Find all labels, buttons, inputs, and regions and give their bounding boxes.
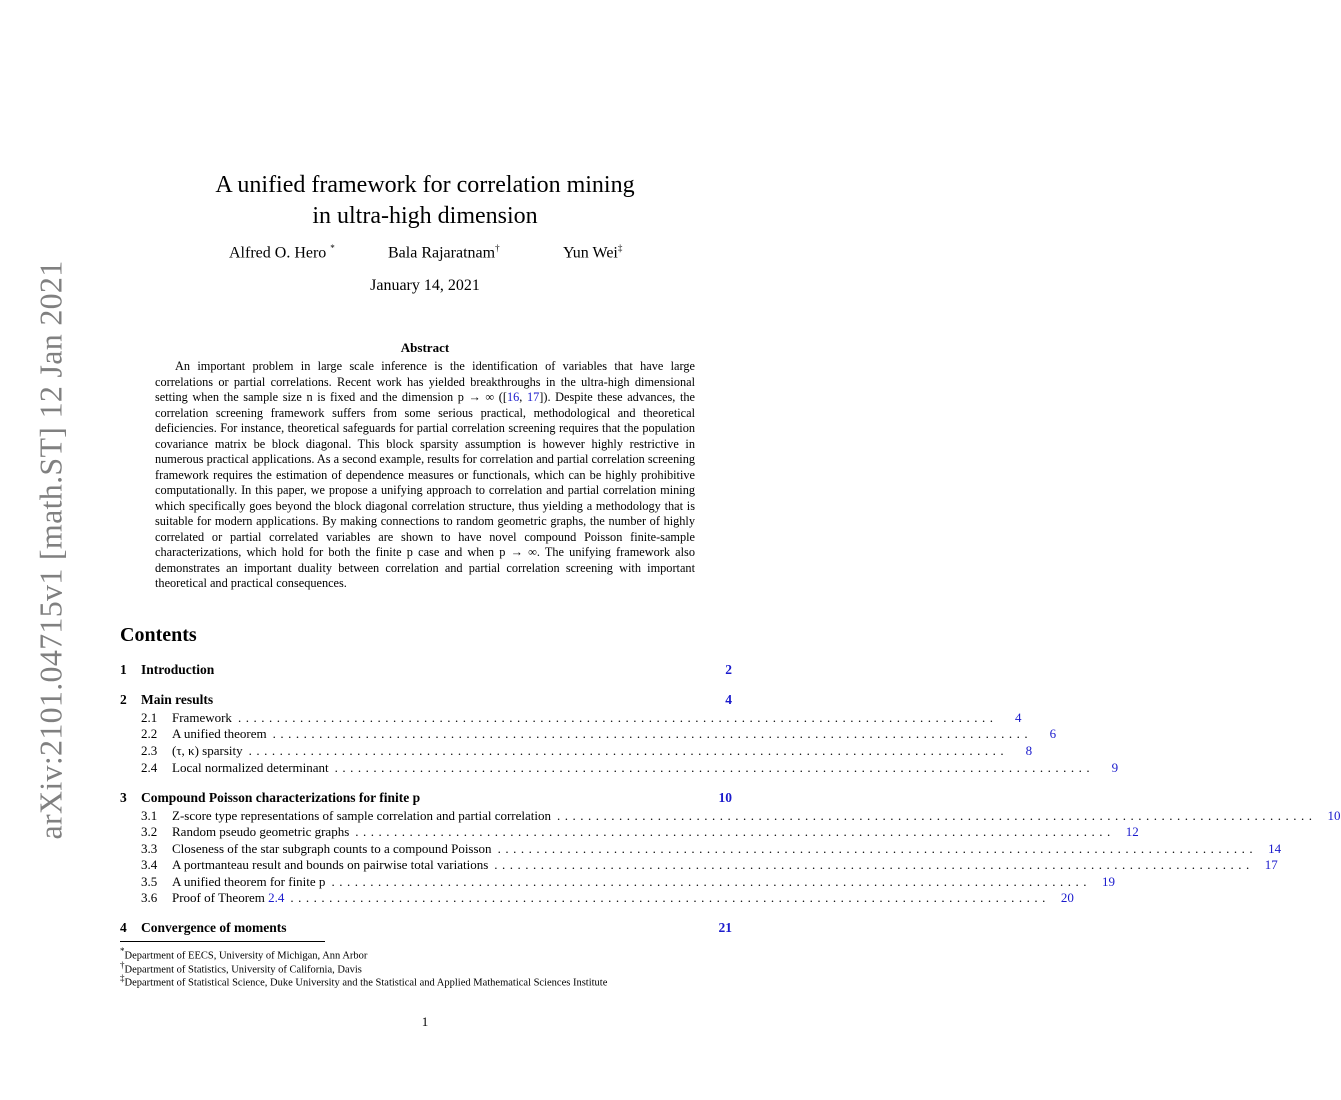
author-1: Alfred O. Hero * xyxy=(229,243,335,262)
toc-subsection-2-4[interactable]: 2.4 Local normalized determinant .................................................................................................. 9 xyxy=(141,760,1119,775)
toc-leader-dots: .................................................................................................. xyxy=(290,890,1050,905)
toc-section-3[interactable]: 3 Compound Poisson characterizations for finite p 10 xyxy=(120,790,732,805)
author-2: Bala Rajaratnam† xyxy=(388,243,500,262)
contents-heading: Contents xyxy=(120,624,197,646)
toc-page-link[interactable]: 4 xyxy=(725,692,732,707)
toc-page-link[interactable]: 20 xyxy=(1060,890,1074,905)
toc-page-link[interactable]: 19 xyxy=(1101,874,1115,889)
abstract-heading: Abstract xyxy=(400,340,450,355)
arxiv-side-stamp: arXiv:2101.04715v1 [math.ST] 12 Jan 2021 xyxy=(32,260,69,840)
toc-subsection-3-2[interactable]: 3.2 Random pseudo geometric graphs .................................................................................................. 12 xyxy=(141,824,1139,839)
title-line-2: in ultra-high dimension xyxy=(312,203,538,229)
toc-subsection-3-1[interactable]: 3.1 Z-score type representations of sample correlation and partial correlation .................................................................................................. 10 xyxy=(141,808,1341,823)
toc-subsection-3-5[interactable]: 3.5 A unified theorem for finite p .................................................................................................. 19 xyxy=(141,874,1115,889)
toc-section-1[interactable]: 1 Introduction 2 xyxy=(120,662,732,677)
toc-page-link[interactable]: 6 xyxy=(1049,726,1057,741)
toc-section-4[interactable]: 4 Convergence of moments 21 xyxy=(120,920,732,935)
page-number: 1 xyxy=(421,1014,429,1029)
toc-leader-dots: .................................................................................................. xyxy=(237,710,998,725)
toc-leader-dots: .................................................................................................. xyxy=(272,726,1033,741)
title-line-1: A unified framework for correlation mining xyxy=(215,172,635,198)
toc-page-link[interactable]: 12 xyxy=(1125,824,1139,839)
toc-leader-dots: .................................................................................................. xyxy=(334,760,1095,775)
toc-leader-dots: .................................................................................................. xyxy=(331,874,1091,889)
footnote-rule xyxy=(120,941,325,942)
toc-page-link[interactable]: 10 xyxy=(1327,808,1341,823)
citation-link-16[interactable]: 16 xyxy=(507,390,520,404)
toc-leader-dots: .................................................................................................. xyxy=(494,857,1254,872)
toc-leader-dots: .................................................................................................. xyxy=(248,743,1009,758)
toc-page-link[interactable]: 14 xyxy=(1268,841,1282,856)
footnote-1: *Department of EECS, University of Michigan, Ann Arbor xyxy=(120,946,368,962)
toc-section-2[interactable]: 2 Main results 4 xyxy=(120,692,732,707)
toc-subsection-3-6[interactable]: 3.6 Proof of Theorem 2.4 .................................................................................................. 20 xyxy=(141,890,1074,905)
toc-leader-dots: .................................................................................................. xyxy=(497,841,1258,856)
toc-subsection-2-3[interactable]: 2.3 (τ, κ) sparsity .................................................................................................. 8 xyxy=(141,743,1033,758)
toc-subsection-3-3[interactable]: 3.3 Closeness of the star subgraph counts to a compound Poisson .................................................................................................. 14 xyxy=(141,841,1282,856)
toc-leader-dots: .................................................................................................. xyxy=(355,824,1115,839)
toc-page-link[interactable]: 4 xyxy=(1014,710,1022,725)
paper-date: January 14, 2021 xyxy=(370,277,480,294)
toc-subsection-2-1[interactable]: 2.1 Framework .................................................................................................. 4 xyxy=(141,710,1022,725)
toc-page-link[interactable]: 10 xyxy=(718,790,732,805)
toc-page-link[interactable]: 9 xyxy=(1111,760,1119,775)
toc-page-link[interactable]: 17 xyxy=(1264,857,1278,872)
toc-page-link[interactable]: 21 xyxy=(718,920,732,935)
toc-subsection-3-4[interactable]: 3.4 A portmanteau result and bounds on pairwise total variations .................................................................................................. 17 xyxy=(141,857,1278,872)
abstract-body: An important problem in large scale inference is the identification of variables that have large correlations or partial correlations. Recent work has yielded breakthroughs in the ultra-high dimensional setting when the sample size n is fixed and the dimension p → ∞ ([16, 17]). Despite these advances, the correlation screening framework suffers from some serious practical, methodological and theoretical deficiencies. For instance, theoretical safeguards for partial correlation screening requires that the population covariance matrix be block diagonal. This block sparsity assumption is however highly restrictive in numerous practical applications. As a second example, results for correlation and partial correlation screening framework requires the estimation of dependence measures or functionals, which can be highly prohibitive computationally. In this paper, we propose a unifying approach to correlation and partial correlation mining which specifically goes beyond the block diagonal correlation structure, thus yielding a methodology that is suitable for modern applications. By making connections to random geometric graphs, the number of highly correlated or partial correlated variables are shown to have novel compound Poisson finite-sample characterizations, which hold for both the finite p case and when p → ∞. The unifying framework also demonstrates an important duality between correlation and partial correlation screening with important theoretical and practical consequences. xyxy=(155,359,695,590)
toc-page-link[interactable]: 8 xyxy=(1025,743,1033,758)
citation-link-17[interactable]: 17 xyxy=(526,390,540,404)
footnote-2: †Department of Statistics, University of California, Davis xyxy=(120,960,362,976)
footnote-3: ‡Department of Statistical Science, Duke University and the Statistical and Applied Mathematical Sciences Institute xyxy=(120,973,608,989)
author-3: Yun Wei‡ xyxy=(563,243,623,262)
toc-leader-dots: .................................................................................................. xyxy=(557,808,1317,823)
theorem-ref-link[interactable]: 2.4 xyxy=(268,890,285,905)
paper-title xyxy=(0,170,850,232)
toc-subsection-2-2[interactable]: 2.2 A unified theorem .................................................................................................. 6 xyxy=(141,726,1057,741)
toc-page-link[interactable]: 2 xyxy=(725,662,732,677)
